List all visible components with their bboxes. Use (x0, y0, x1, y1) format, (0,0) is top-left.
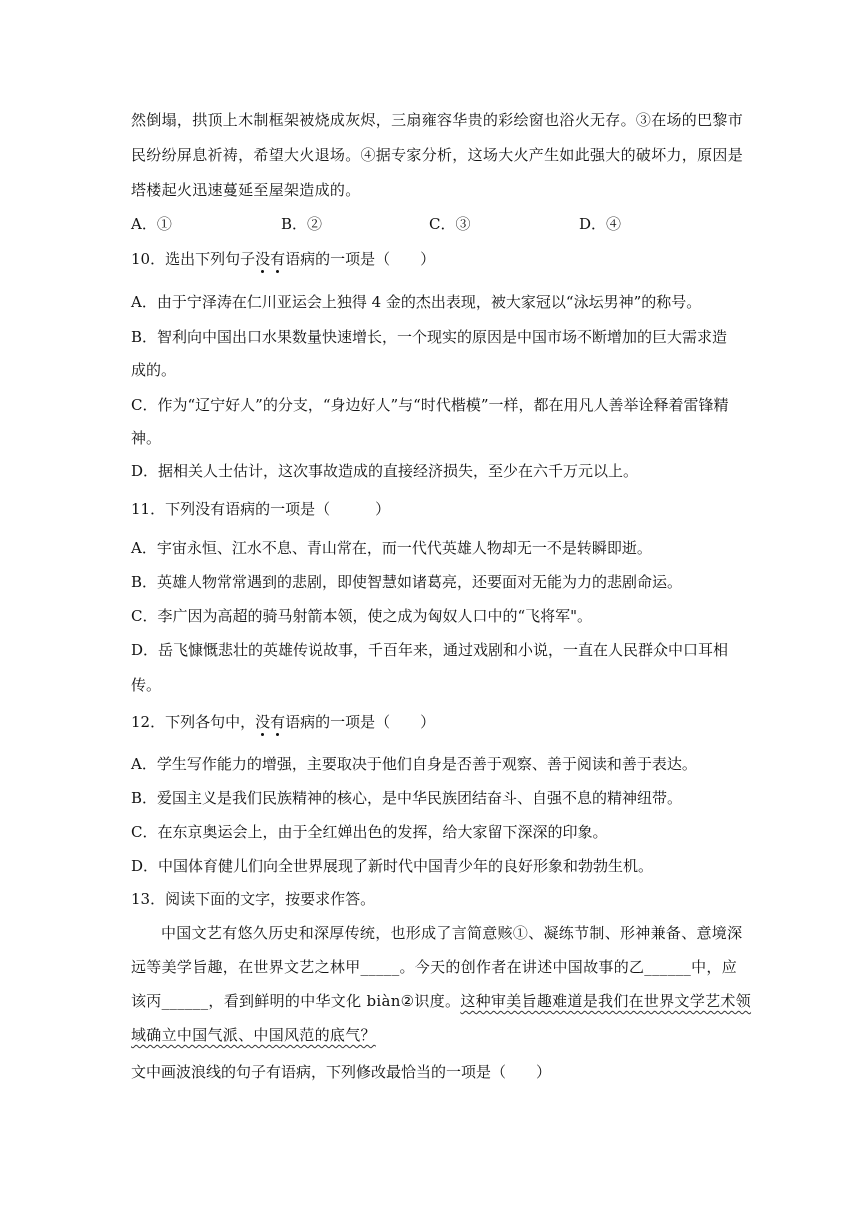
q13-question: 文中画波浪线的句子有语病，下列修改最恰当的一项是（ ） (131, 1063, 552, 1081)
q9-passage-line-2: 民纷纷屏息祈祷，希望大火退场。④据专家分析，这场大火产生如此强大的破坏力，原因是 (131, 146, 744, 164)
q10-stem (131, 249, 435, 269)
q13-passage-line-4 (131, 1025, 376, 1045)
q12-stem-rest: 语病的一项是（ ） (285, 713, 436, 731)
q13-passage-line-3-text: 该丙______，看到鲜明的中华文化 biàn②识度。 (131, 992, 461, 1010)
q9-option-c[interactable]: C．③ (429, 215, 471, 233)
q10-option-c-cont: 神。 (131, 429, 162, 447)
emphasis-dot-char: 没 (255, 713, 271, 731)
q10-option-b-cont: 成的。 (131, 361, 177, 379)
emphasis-dot-char: 没 (255, 250, 271, 268)
q11-option-d[interactable]: D．岳飞慷慨悲壮的英雄传说故事，千百年来，通过戏剧和小说，一直在人民群众中口耳相 (131, 641, 729, 659)
wavy-underlined-sentence: 这种审美旨趣难道是我们在世界文学艺术领 (460, 992, 752, 1010)
q11-stem: 11．下列没有语病的一项是（ ） (131, 500, 391, 518)
emphasis-dot-char: 有 (270, 250, 286, 268)
q13-passage-line-1: 中国文艺有悠久历史和深厚传统，也形成了言简意赅①、凝练节制、形神兼备、意境深 (161, 924, 743, 942)
q10-number: 10．选出下列句子 (131, 250, 256, 268)
q12-number: 12．下列各句中， (131, 713, 256, 731)
q9-option-d[interactable]: D．④ (579, 215, 622, 233)
q11-option-d-cont: 传。 (131, 676, 162, 694)
q10-option-c[interactable]: C．作为“辽宁好人”的分支，“身边好人”与“时代楷模”一样，都在用凡人善举诠释着雷锋精 (131, 396, 729, 414)
q13-stem: 13．阅读下面的文字，按要求作答。 (131, 890, 376, 908)
q12-option-d[interactable]: D．中国体育健儿们向全世界展现了新时代中国青少年的良好形象和勃勃生机。 (131, 857, 654, 875)
q11-option-a[interactable]: A．宇宙永恒、江水不息、青山常在，而一代代英雄人物却无一不是转瞬即逝。 (131, 539, 652, 557)
wavy-underlined-sentence-cont: 域确立中国气派、中国风范的底气？ (131, 1026, 376, 1044)
q10-stem-rest: 语病的一项是（ ） (285, 250, 436, 268)
q10-option-d[interactable]: D．据相关人士估计，这次事故造成的直接经济损失，至少在六千万元以上。 (131, 462, 639, 480)
q9-option-a[interactable]: A．① (131, 215, 172, 233)
emphasis-dot-char: 有 (270, 713, 286, 731)
q11-option-c[interactable]: C．李广因为高超的骑马射箭本领，使之成为匈奴人口中的“飞将军"。 (131, 607, 593, 625)
q10-option-a[interactable]: A．由于宁泽涛在仁川亚运会上独得 4 金的杰出表现，被大家冠以“泳坛男神”的称号。 (131, 293, 702, 311)
q10-option-b[interactable]: B．智利向中国出口水果数量快速增长，一个现实的原因是中国市场不断增加的巨大需求造 (131, 328, 728, 346)
q12-option-b[interactable]: B．爱国主义是我们民族精神的核心，是中华民族团结奋斗、自强不息的精神纽带。 (131, 789, 683, 807)
q9-options (131, 213, 731, 233)
q13-passage-line-2: 远等美学旨趣，在世界文艺之林甲_____。今天的创作者在讲述中国故事的乙______中，应 (131, 958, 738, 976)
q12-option-a[interactable]: A．学生写作能力的增强，主要取决于他们自身是否善于观察、善于阅读和善于表达。 (131, 755, 697, 773)
q9-passage-line-3: 塔楼起火迅速蔓延至屋架造成的。 (131, 181, 361, 199)
q13-passage-line-3 (131, 991, 751, 1011)
q9-passage-line-1: 然倒塌，拱顶上木制框架被烧成灰烬，三扇雍容华贵的彩绘窗也浴火无存。③在场的巴黎市 (131, 111, 744, 129)
q12-option-c[interactable]: C．在东京奥运会上，由于全红婵出色的发挥，给大家留下深深的印象。 (131, 823, 608, 841)
q9-option-b[interactable]: B．② (281, 215, 323, 233)
q11-option-b[interactable]: B．英雄人物常常遇到的悲剧，即使智慧如诸葛亮，还要面对无能为力的悲剧命运。 (131, 573, 683, 591)
q12-stem (131, 712, 435, 732)
